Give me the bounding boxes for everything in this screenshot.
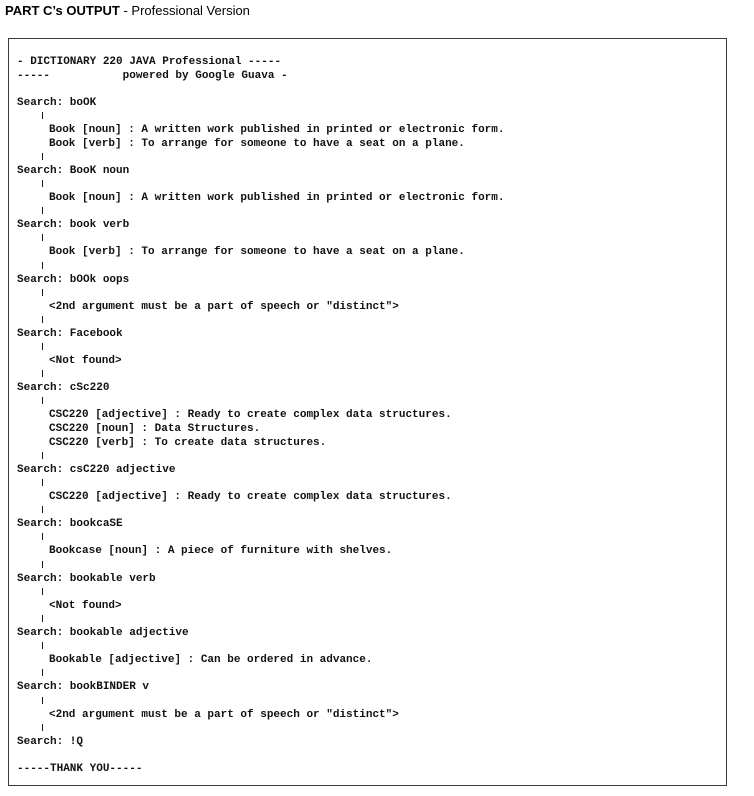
search-result: <2nd argument must be a part of speech or "distinct"> <box>49 708 399 721</box>
connector-tick <box>17 668 726 682</box>
part-label: PART C’s OUTPUT <box>5 3 120 18</box>
farewell-line: -----THANK YOU----- <box>17 762 143 775</box>
connector-tick <box>17 178 726 192</box>
final-prompt: Search: !Q <box>17 735 84 748</box>
search-blocks <box>17 97 726 736</box>
search-result: <2nd argument must be a part of speech or "distinct"> <box>49 300 399 313</box>
search-block <box>17 274 726 328</box>
search-result: CSC220 [adjective] : Ready to create complex data structures. <box>49 491 452 503</box>
heading-separator: - <box>119 3 132 18</box>
search-result: Book [noun] : A written work published in printed or electronic form. <box>49 191 505 204</box>
connector-tick <box>17 151 726 165</box>
console-output-box <box>8 38 727 786</box>
search-result: CSC220 [verb] : To create data structures. <box>49 436 327 449</box>
search-prompt: Search: boOK <box>17 96 97 109</box>
connector-tick <box>17 613 726 627</box>
search-result: Book [verb] : To arrange for someone to have a seat on a plane. <box>49 246 465 259</box>
search-block <box>17 573 726 627</box>
connector-tick <box>17 314 726 328</box>
connector-tick <box>17 369 726 383</box>
connector-tick <box>17 396 726 410</box>
search-block <box>17 165 726 219</box>
search-block <box>17 328 726 382</box>
search-result: <Not found> <box>49 355 122 368</box>
search-prompt: Search: BooK noun <box>17 164 130 177</box>
connector-tick <box>17 341 726 355</box>
search-prompt: Search: Facebook <box>17 327 123 340</box>
search-block <box>17 681 726 735</box>
search-result: CSC220 [noun] : Data Structures. <box>49 423 261 436</box>
search-prompt: Search: bookcaSE <box>17 518 123 531</box>
connector-tick <box>17 505 726 519</box>
connector-tick <box>17 722 726 736</box>
search-result: Book [verb] : To arrange for someone to have a seat on a plane. <box>49 137 465 150</box>
connector-tick <box>17 260 726 274</box>
search-block <box>17 219 726 273</box>
search-result: Bookable [adjective] : Can be ordered in advance. <box>49 654 373 667</box>
page-heading <box>5 3 250 19</box>
connector-tick <box>17 287 726 301</box>
search-block <box>17 97 726 165</box>
search-prompt: Search: cSc220 <box>17 382 110 395</box>
connector-tick <box>17 110 726 124</box>
search-prompt: Search: bOOk oops <box>17 273 130 286</box>
blank-line <box>17 83 726 97</box>
connector-tick <box>17 695 726 709</box>
search-block <box>17 627 726 681</box>
search-block <box>17 382 726 464</box>
search-prompt: Search: csC220 adjective <box>17 463 176 476</box>
blank-line <box>17 749 726 763</box>
connector-tick <box>17 559 726 573</box>
search-block <box>17 464 726 518</box>
banner-line: ----- powered by Google Guava - <box>17 69 288 82</box>
search-block <box>17 518 726 572</box>
connector-tick <box>17 233 726 247</box>
search-prompt: Search: bookable adjective <box>17 626 189 639</box>
search-result: Bookcase [noun] : A piece of furniture with shelves. <box>49 545 393 558</box>
version-label: Professional Version <box>131 3 250 18</box>
search-result: <Not found> <box>49 599 122 612</box>
search-result: CSC220 [adjective] : Ready to create complex data structures. <box>49 409 452 422</box>
connector-tick <box>17 532 726 546</box>
connector-tick <box>17 586 726 600</box>
banner-line: - DICTIONARY 220 JAVA Professional ----- <box>17 56 282 68</box>
search-prompt: Search: bookable verb <box>17 572 156 585</box>
search-prompt: Search: book verb <box>17 219 130 232</box>
connector-tick <box>17 206 726 220</box>
connector-tick <box>17 450 726 464</box>
connector-tick <box>17 641 726 655</box>
search-result: Book [noun] : A written work published in printed or electronic form. <box>49 123 505 136</box>
search-prompt: Search: bookBINDER v <box>17 681 150 694</box>
connector-tick <box>17 477 726 491</box>
